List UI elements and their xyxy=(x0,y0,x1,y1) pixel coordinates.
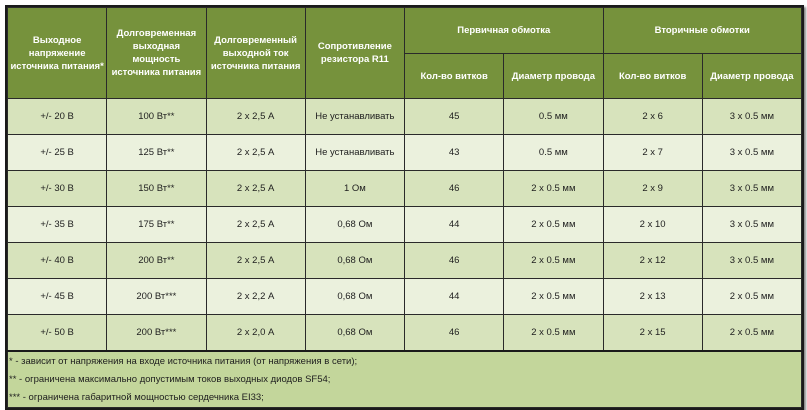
cell-power: 200 Вт*** xyxy=(107,279,206,315)
cell-power: 100 Вт** xyxy=(107,99,206,135)
table-row xyxy=(8,279,802,315)
cell-primary-turns: 45 xyxy=(405,99,504,135)
cell-secondary-wire: 3 х 0.5 мм xyxy=(702,99,801,135)
cell-primary-turns: 46 xyxy=(405,315,504,352)
header-resistor-r11: Сопротивление резистора R11 xyxy=(305,8,404,99)
footnote-1: * - зависит от напряжения на входе источника питания (от напряжения в сети); xyxy=(9,355,358,367)
header-primary-winding: Первичная обмотка xyxy=(405,8,604,54)
cell-voltage: +/- 25 В xyxy=(8,135,107,171)
cell-secondary-turns: 2 х 9 xyxy=(603,171,702,207)
cell-primary-wire: 2 х 0.5 мм xyxy=(504,315,603,352)
header-secondary-windings: Вторичные обмотки xyxy=(603,8,802,54)
table-row xyxy=(8,171,802,207)
table-row xyxy=(8,99,802,135)
cell-power: 150 Вт** xyxy=(107,171,206,207)
cell-current: 2 х 2,2 А xyxy=(206,279,305,315)
header-continuous-power: Долговременная выходная мощность источника питания xyxy=(107,8,206,99)
cell-resistor: 0,68 Ом xyxy=(305,243,404,279)
cell-primary-wire: 0.5 мм xyxy=(504,135,603,171)
cell-voltage: +/- 50 В xyxy=(8,315,107,352)
cell-current: 2 х 2,5 А xyxy=(206,243,305,279)
cell-primary-turns: 44 xyxy=(405,207,504,243)
transformer-spec-table-container xyxy=(5,5,804,410)
cell-primary-turns: 43 xyxy=(405,135,504,171)
cell-power: 125 Вт** xyxy=(107,135,206,171)
cell-primary-wire: 2 х 0.5 мм xyxy=(504,243,603,279)
cell-current: 2 х 2,5 А xyxy=(206,135,305,171)
cell-power: 200 Вт** xyxy=(107,243,206,279)
cell-current: 2 х 2,0 А xyxy=(206,315,305,352)
header-primary-wire-diameter: Диаметр провода xyxy=(504,54,603,99)
cell-resistor: Не устанавливать xyxy=(305,135,404,171)
cell-voltage: +/- 45 В xyxy=(8,279,107,315)
cell-resistor: Не устанавливать xyxy=(305,99,404,135)
cell-voltage: +/- 30 В xyxy=(8,171,107,207)
header-secondary-wire-diameter: Диаметр провода xyxy=(702,54,801,99)
cell-primary-wire: 2 х 0.5 мм xyxy=(504,279,603,315)
cell-secondary-turns: 2 х 10 xyxy=(603,207,702,243)
cell-primary-turns: 46 xyxy=(405,243,504,279)
cell-primary-wire: 0.5 мм xyxy=(504,99,603,135)
header-output-voltage: Выходное напряжение источника питания* xyxy=(8,8,107,99)
cell-secondary-turns: 2 х 12 xyxy=(603,243,702,279)
cell-resistor: 1 Ом xyxy=(305,171,404,207)
transformer-spec-table xyxy=(7,7,802,408)
cell-current: 2 х 2,5 А xyxy=(206,171,305,207)
cell-resistor: 0,68 Ом xyxy=(305,315,404,352)
cell-current: 2 х 2,5 А xyxy=(206,207,305,243)
cell-secondary-turns: 2 х 13 xyxy=(603,279,702,315)
cell-primary-wire: 2 х 0.5 мм xyxy=(504,207,603,243)
cell-secondary-wire: 3 х 0.5 мм xyxy=(702,243,801,279)
cell-secondary-wire: 2 х 0.5 мм xyxy=(702,315,801,352)
cell-power: 175 Вт** xyxy=(107,207,206,243)
cell-primary-turns: 44 xyxy=(405,279,504,315)
cell-primary-wire: 2 х 0.5 мм xyxy=(504,171,603,207)
header-primary-turns: Кол-во витков xyxy=(405,54,504,99)
cell-voltage: +/- 35 В xyxy=(8,207,107,243)
cell-voltage: +/- 20 В xyxy=(8,99,107,135)
cell-voltage: +/- 40 В xyxy=(8,243,107,279)
cell-resistor: 0,68 Ом xyxy=(305,207,404,243)
table-row xyxy=(8,207,802,243)
cell-secondary-wire: 3 х 0.5 мм xyxy=(702,171,801,207)
cell-secondary-wire: 3 х 0.5 мм xyxy=(702,135,801,171)
footnotes xyxy=(8,351,802,408)
table-row xyxy=(8,135,802,171)
cell-secondary-wire: 3 х 0.5 мм xyxy=(702,207,801,243)
table-row xyxy=(8,243,802,279)
header-secondary-turns: Кол-во витков xyxy=(603,54,702,99)
cell-resistor: 0,68 Ом xyxy=(305,279,404,315)
table-row xyxy=(8,315,802,352)
footnote-3: *** - ограничена габаритной мощностью сердечника EI33; xyxy=(9,391,264,403)
cell-secondary-turns: 2 х 7 xyxy=(603,135,702,171)
cell-secondary-wire: 2 х 0.5 мм xyxy=(702,279,801,315)
cell-power: 200 Вт*** xyxy=(107,315,206,352)
cell-primary-turns: 46 xyxy=(405,171,504,207)
cell-secondary-turns: 2 х 15 xyxy=(603,315,702,352)
header-continuous-current: Долговременный выходной ток источника питания xyxy=(206,8,305,99)
cell-secondary-turns: 2 х 6 xyxy=(603,99,702,135)
footnote-2: ** - ограничена максимально допустимым токов выходных диодов SF54; xyxy=(9,373,331,385)
cell-current: 2 х 2,5 А xyxy=(206,99,305,135)
